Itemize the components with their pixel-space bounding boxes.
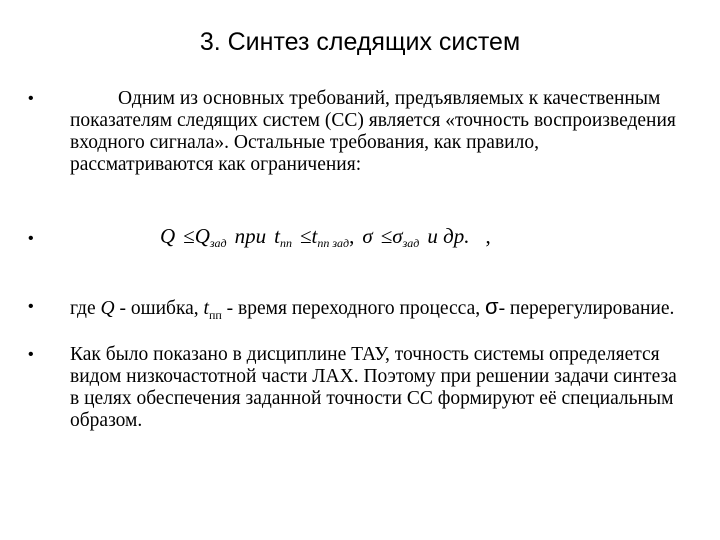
slide-title: 3. Синтез следящих систем <box>199 28 521 56</box>
bullet-item-requirements <box>28 88 686 176</box>
paragraph-definitions: где Q - ошибка, $t_{пп}$ - время переходного процесса, σ- перерегулирование. <box>70 294 675 322</box>
paragraph-tau: Как было показано в дисциплине ТАУ, точность системы определяется видом низкочастотной части ЛАХ. Поэтому при решении задачи синтеза в целях обеспечения заданной точности СС формируют её специальным образом. <box>70 344 677 431</box>
constraint-formula: $Q \le Q_{зад}$ при $t_{пп} \le t_{пп зад}$, $\sigma \le\sigma_{зад}$ и др. , <box>160 224 491 250</box>
bullet-marker: • <box>28 230 34 247</box>
bullet-marker: • <box>28 298 34 315</box>
bullet-item-tau <box>28 344 686 432</box>
bullet-marker: • <box>28 90 34 107</box>
paragraph-requirements: Одним из основных требований, предъявляемых к качественным показателям следящих систем (СС) является «точность воспроизведения входного сигнала». Остальные требования, как правило, рассматриваются как ограничения: <box>70 88 676 175</box>
bullet-marker: • <box>28 346 34 363</box>
bullet-item-definitions <box>28 294 686 326</box>
